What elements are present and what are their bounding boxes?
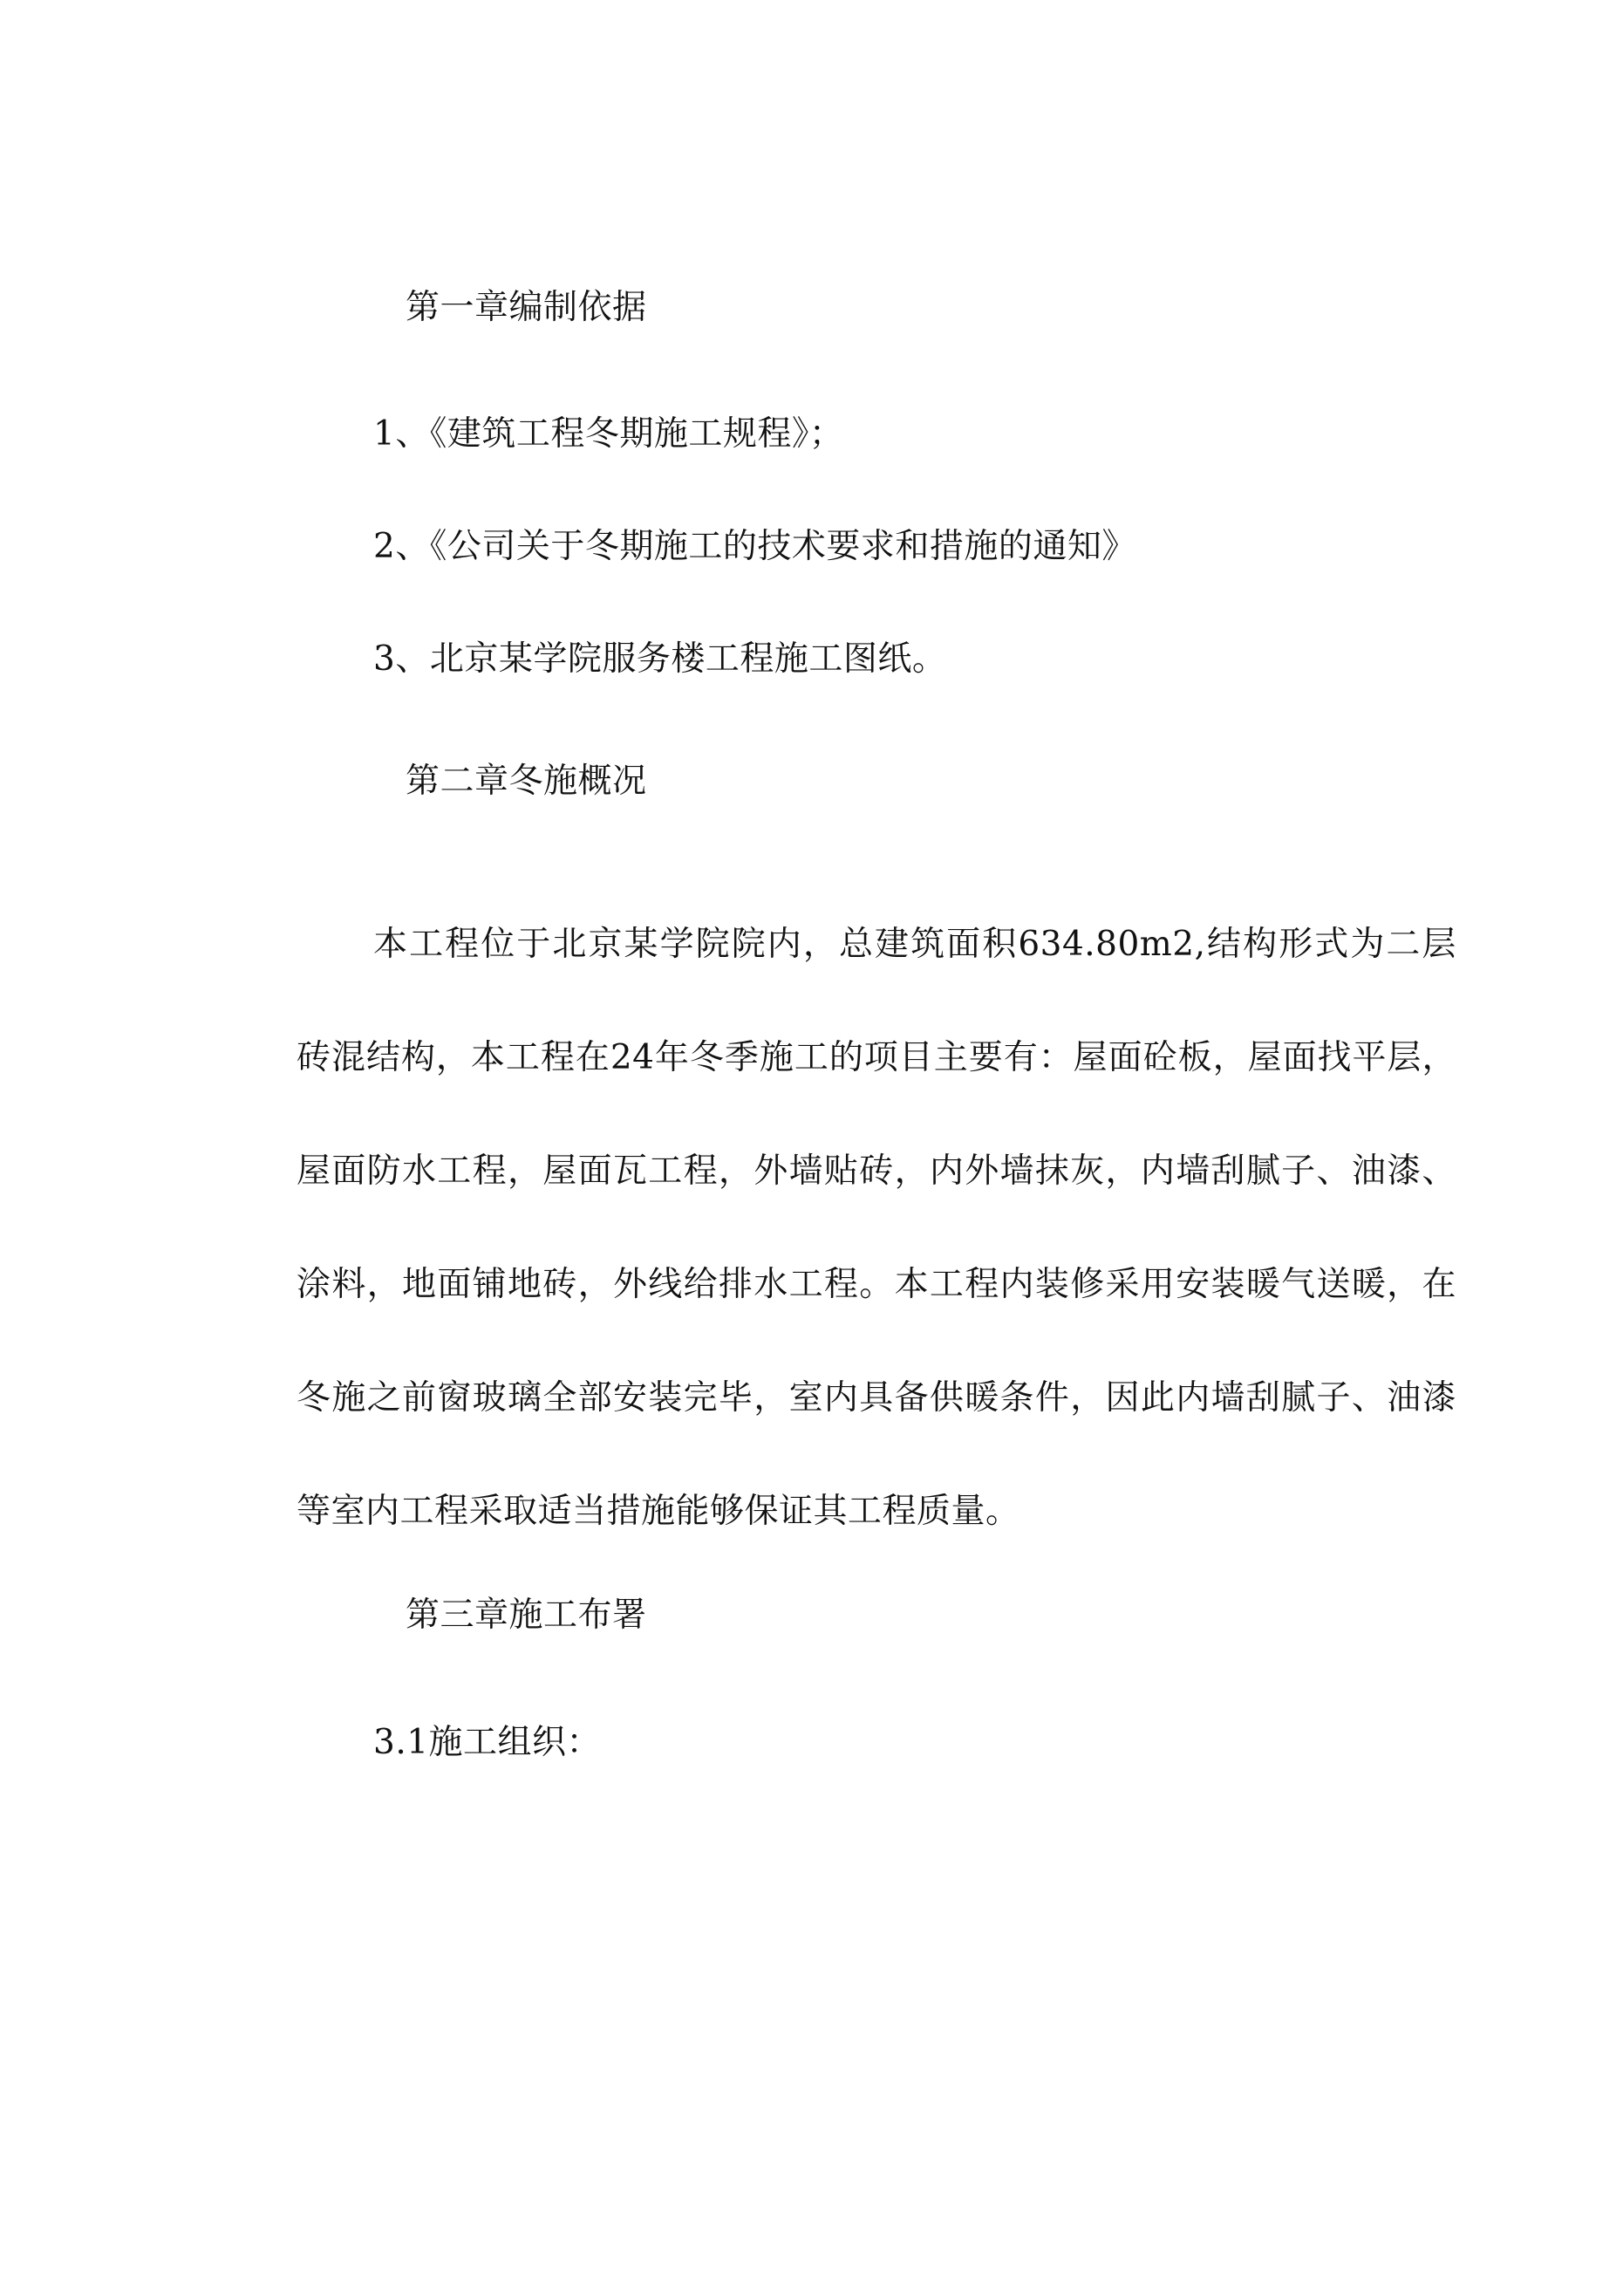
chapter-1-item-3: 3、北京某学院服务楼工程施工图纸。 xyxy=(373,639,947,679)
chapter-3-title: 第三章施工布署 xyxy=(406,1596,647,1635)
chapter-2-paragraph: 本工程位于北京某学院院内，总建筑面积634.80m2,结构形式为二层砖混结构，本工程在24年冬季施工的项目主要有：屋面砼板，屋面找平层，屋面防水工程，屋面瓦工程，外墙贴砖，内外墙抹灰，内墙刮腻子、油漆、涂料，地面铺地砖，外线给排水工程。本工程内装修采用安装暖气送暖，在冬施之前窗玻璃全部安装完毕，室内具备供暖条件，因此内墙刮腻子、油漆等室内工程采取适当措施能够保证其工程质量。 xyxy=(297,925,1456,1531)
section-3-1-title: 3.1施工组织： xyxy=(373,1723,602,1762)
chapter-2-title: 第二章冬施概况 xyxy=(406,762,647,801)
chapter-1-title: 第一章编制依据 xyxy=(406,288,647,327)
chapter-1-item-2: 2、《公司关于冬期施工的技术要求和措施的通知》 xyxy=(373,527,1136,566)
chapter-1-item-1: 1、《建筑工程冬期施工规程》； xyxy=(373,414,844,454)
